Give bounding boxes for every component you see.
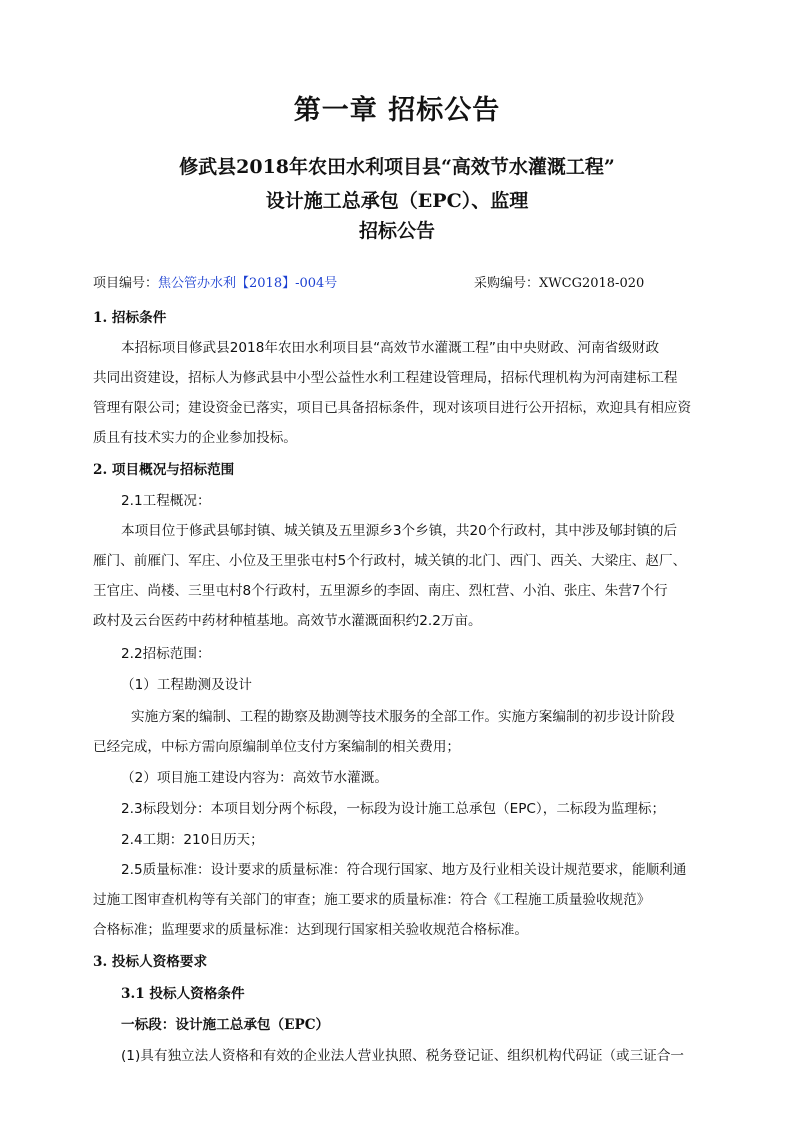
paragraph-line: 本招标项目修武县2018年农田水利项目县“高效节水灌溉工程”由中央财政、河南省级财政 — [121, 340, 660, 356]
paragraph-line: 质且有技术实力的企业参加投标。 — [93, 430, 297, 446]
doc-title-line-1: 修武县2018年农田水利项目县“高效节水灌溉工程” — [179, 156, 615, 178]
paragraph-line: 2.4工期：210日历天； — [121, 832, 264, 848]
paragraph-line: 已经完成，中标方需向原编制单位支付方案编制的相关费用； — [93, 739, 461, 755]
section-heading-1: 1. 招标条件 — [93, 310, 167, 326]
paragraph-line: 王官庄、尚楼、三里屯村8个行政村，五里源乡的李固、南庄、烈杠营、小泊、张庄、朱营7个行 — [93, 583, 668, 599]
doc-title-line-2: 设计施工总承包（EPC）、监理 — [265, 190, 529, 212]
paragraph-line: 共同出资建设，招标人为修武县中小型公益性水利工程建设管理局，招标代理机构为河南建标工程 — [93, 370, 678, 386]
project-number-value: 焦公管办水利【2018】-004号 — [158, 276, 338, 291]
paragraph-line: 2.5质量标准：设计要求的质量标准：符合现行国家、地方及行业相关设计规范要求，能顺利通 — [121, 862, 687, 878]
purchase-number-value: XWCG2018-020 — [539, 276, 645, 291]
paragraph-line: 合格标准；监理要求的质量标准：达到现行国家相关验收规范合格标准。 — [93, 922, 528, 938]
paragraph-line: 过施工图审查机构等有关部门的审查；施工要求的质量标准：符合《工程施工质量验收规范》 — [93, 892, 651, 908]
paragraph-line: 本项目位于修武县郇封镇、城关镇及五里源乡3个乡镇，共20个行政村，其中涉及郇封镇的后 — [121, 523, 678, 539]
subsection-heading: 一标段：设计施工总承包（EPC） — [121, 1017, 330, 1033]
purchase-number — [474, 272, 644, 291]
subsection-label: 2.2招标范围： — [121, 646, 211, 662]
list-item: （1）工程勘测及设计 — [121, 677, 252, 693]
section-heading-2: 2. 项目概况与招标范围 — [93, 462, 235, 478]
paragraph-line: 实施方案的编制、工程的勘察及勘测等技术服务的全部工作。实施方案编制的初步设计阶段 — [131, 709, 675, 725]
paragraph-line: (1)具有独立法人资格和有效的企业法人营业执照、税务登记证、组织机构代码证（或三证合一 — [121, 1048, 685, 1064]
paragraph-line: 2.3标段划分：本项目划分两个标段，一标段为设计施工总承包（EPC），二标段为监理标； — [121, 801, 666, 817]
subsection-heading: 3.1 投标人资格条件 — [121, 986, 245, 1002]
purchase-number-label: 采购编号： — [474, 276, 540, 291]
section-heading-3: 3. 投标人资格要求 — [93, 954, 208, 970]
paragraph-line: 政村及云台医药中药材种植基地。高效节水灌溉面积约2.2万亩。 — [93, 613, 482, 629]
paragraph-line: 管理有限公司；建设资金已落实，项目已具备招标条件，现对该项目进行公开招标，欢迎具有相应资 — [93, 400, 692, 416]
project-number — [93, 272, 337, 291]
list-item: （2）项目施工建设内容为：高效节水灌溉。 — [121, 770, 388, 786]
chapter-title: 第一章 招标公告 — [293, 95, 501, 126]
doc-title-line-3: 招标公告 — [358, 220, 435, 242]
paragraph-line: 雁门、前雁门、军庄、小位及王里张屯村5个行政村，城关镇的北门、西门、西关、大梁庄、赵厂、 — [93, 553, 687, 569]
project-number-label: 项目编号： — [93, 276, 159, 291]
subsection-label: 2.1工程概况： — [121, 493, 211, 509]
